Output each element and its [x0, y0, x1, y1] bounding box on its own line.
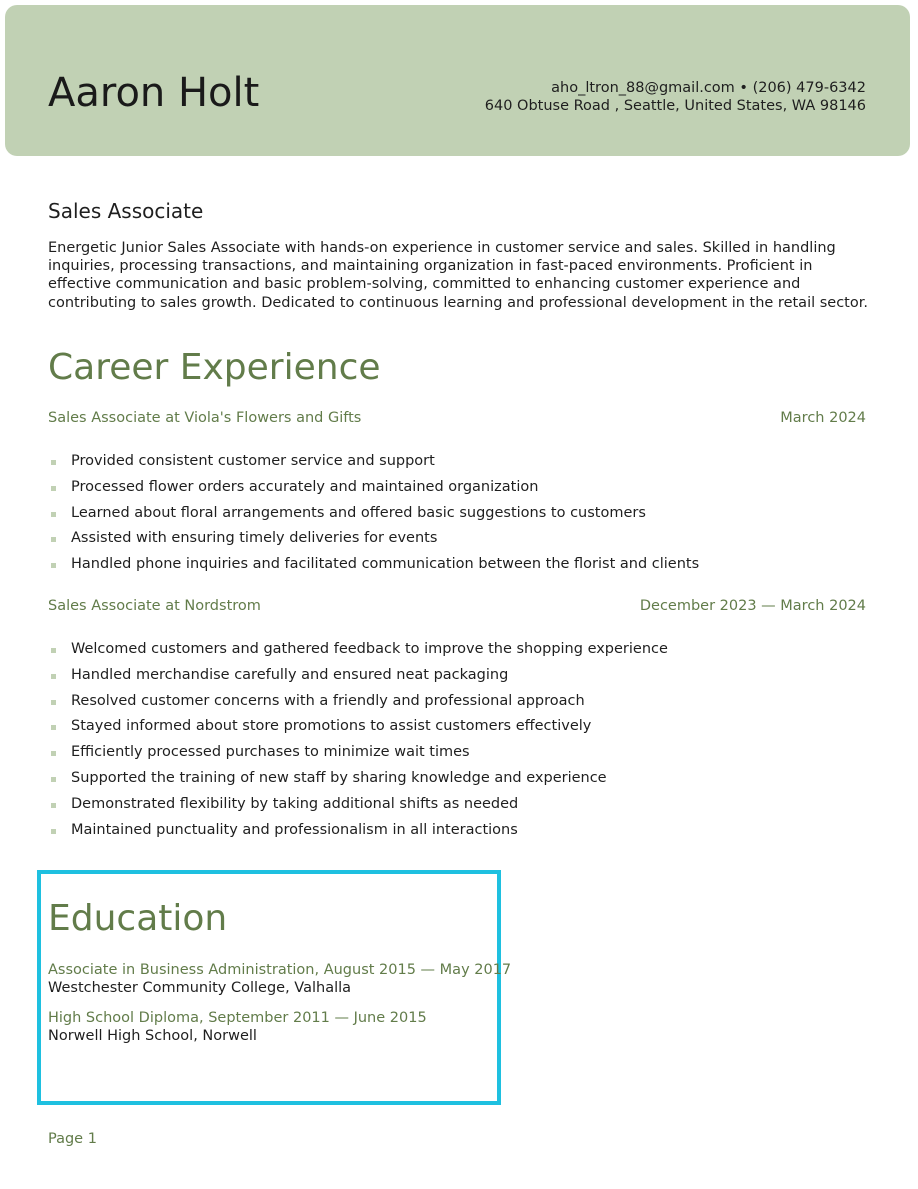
- summary-paragraph: Energetic Junior Sales Associate with hands-on experience in customer service and sales. Skilled in handling inquiries, processing transactions, and maintaining organization in fast-paced environments. Proficient in effective communication and basic problem-solving, committed to enhancing customer experience and contributing to sales growth. Dedicated to continuous learning and professional development in the retail sector.: [48, 240, 868, 311]
- list-item: Maintained punctuality and professionalism in all interactions: [48, 818, 668, 844]
- list-item: Demonstrated flexibility by taking additional shifts as needed: [48, 792, 668, 818]
- list-item: Learned about floral arrangements and offered basic suggestions to customers: [48, 501, 699, 527]
- job-bullets-2: [48, 637, 668, 843]
- candidate-name: Aaron Holt: [48, 70, 260, 116]
- list-item: Supported the training of new staff by sharing knowledge and experience: [48, 766, 668, 792]
- list-item: Processed flower orders accurately and maintained organization: [48, 475, 699, 501]
- job-role: Sales Associate at Viola's Flowers and Gifts: [48, 410, 362, 426]
- job-dates: March 2024: [780, 410, 866, 426]
- job-header-1: [48, 410, 866, 426]
- page-number: Page 1: [48, 1131, 97, 1147]
- list-item: Efficiently processed purchases to minimize wait times: [48, 740, 668, 766]
- list-item: Handled merchandise carefully and ensured neat packaging: [48, 663, 668, 689]
- list-item: Handled phone inquiries and facilitated communication between the florist and clients: [48, 552, 699, 578]
- education-degree-1: Associate in Business Administration, August 2015 — May 2017: [48, 962, 512, 978]
- job-role: Sales Associate at Nordstrom: [48, 598, 261, 614]
- experience-heading: Career Experience: [48, 347, 381, 388]
- job-title: Sales Associate: [48, 199, 204, 223]
- list-item: Assisted with ensuring timely deliveries for events: [48, 526, 699, 552]
- header-banner: [5, 5, 910, 156]
- contact-info: [485, 79, 866, 115]
- job-dates: December 2023 — March 2024: [639, 598, 866, 614]
- list-item: Resolved customer concerns with a friendly and professional approach: [48, 689, 668, 715]
- list-item: Welcomed customers and gathered feedback to improve the shopping experience: [48, 637, 668, 663]
- job-header-2: [48, 598, 866, 614]
- education-school-2: Norwell High School, Norwell: [48, 1028, 257, 1044]
- contact-email-phone: aho_ltron_88@gmail.com • (206) 479-6342: [551, 80, 866, 96]
- contact-address: 640 Obtuse Road , Seattle, United States, WA 98146: [484, 98, 866, 114]
- list-item: Stayed informed about store promotions to assist customers effectively: [48, 714, 668, 740]
- education-school-1: Westchester Community College, Valhalla: [48, 980, 352, 996]
- job-bullets-1: [48, 449, 699, 578]
- education-degree-2: High School Diploma, September 2011 — June 2015: [48, 1010, 427, 1026]
- education-heading: Education: [48, 898, 228, 939]
- list-item: Provided consistent customer service and support: [48, 449, 699, 475]
